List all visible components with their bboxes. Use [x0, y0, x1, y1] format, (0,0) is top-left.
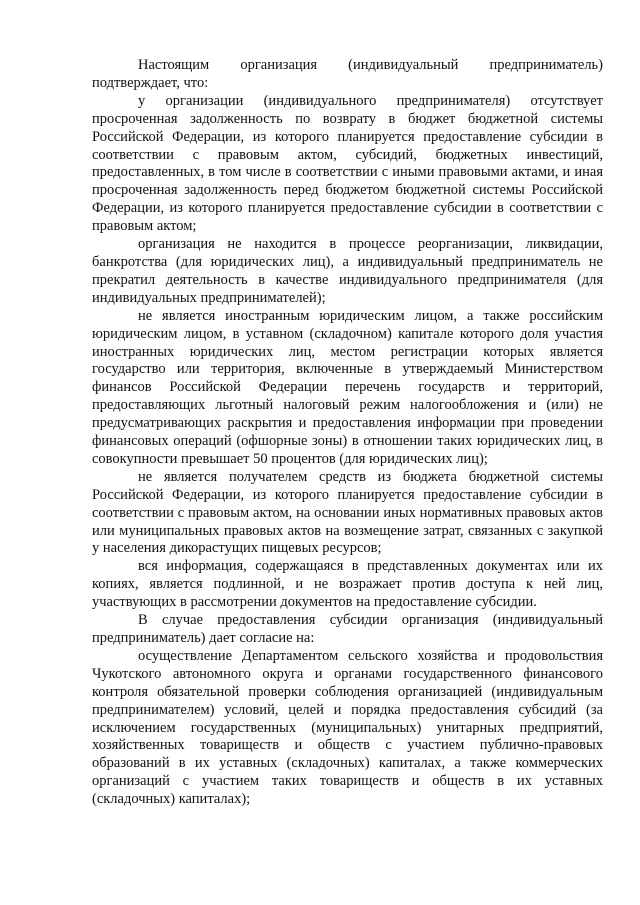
paragraph-not-foreign-entity: не является иностранным юридическим лицом, а также российским юридическим лицом, в уставном (складочном) капитале которого доля участия иностранных юридических лиц, местом регистрации которых является государство или территория, включенные в утверждаемый Министерством финансов Российской Федерации перечень государств и территорий, предоставляющих льготный налоговый режим налогообложения и (или) не предусматривающих раскрытия и предоставления информации при проведении финансовых операций (офшорные зоны) в отношении таких юридических лиц, в совокупности превышает 50 процентов (для юридических лиц); — [92, 307, 603, 467]
document-page — [92, 57, 603, 809]
paragraph-consent-inspection: осуществление Департаментом сельского хозяйства и продовольствия Чукотского автономного округа и органами государственного финансового контроля обязательной проверки соблюдения организацией (индивидуальным предпринимателем) условий, целей и порядка предоставления субсидий (за исключением государственных (муниципальных) унитарных предприятий, хозяйственных товариществ и обществ с участием публично-правовых образований в их уставных (складочных) капиталах, а также коммерческих организаций с участием таких товариществ и обществ в их уставных (складочных) капиталах); — [92, 647, 603, 808]
paragraph-consent-intro: В случае предоставления субсидии организация (индивидуальный предприниматель) дает согласие на: — [92, 612, 603, 646]
paragraph-no-overdue-debt: у организации (индивидуального предпринимателя) отсутствует просроченная задолженность по возврату в бюджет бюджетной системы Российской Федерации, из которого планируется предоставление субсидии в соответствии с правовым актом, субсидий, бюджетных инвестиций, предоставленных, в том числе в соответствии с иными правовыми актами, и иная просроченная задолженность перед бюджетом бюджетной системы Российской Федерации, из которого планируется предоставление субсидии в соответствии с правовым актом; — [92, 92, 603, 235]
paragraph-confirmation-intro: Настоящим организация (индивидуальный предприниматель) подтверждает, что: — [92, 57, 603, 91]
paragraph-information-authentic: вся информация, содержащаяся в представленных документах или их копиях, является подлинной, и не возражает против доступа к ней лиц, участвующих в рассмотрении документов на предоставление субсидии. — [92, 558, 603, 611]
paragraph-no-reorganization: организация не находится в процессе реорганизации, ликвидации, банкротства (для юридических лиц), а индивидуальный предприниматель не прекратил деятельность в качестве индивидуального предпринимателя (для индивидуальных предпринимателей); — [92, 236, 603, 306]
paragraph-not-budget-recipient: не является получателем средств из бюджета бюджетной системы Российской Федерации, из которого планируется предоставление субсидии в соответствии с правовым актом, на основании иных нормативных правовых актов или муниципальных правовых актов на возмещение затрат, связанных с закупкой у населения дикорастущих пищевых ресурсов; — [92, 468, 603, 557]
